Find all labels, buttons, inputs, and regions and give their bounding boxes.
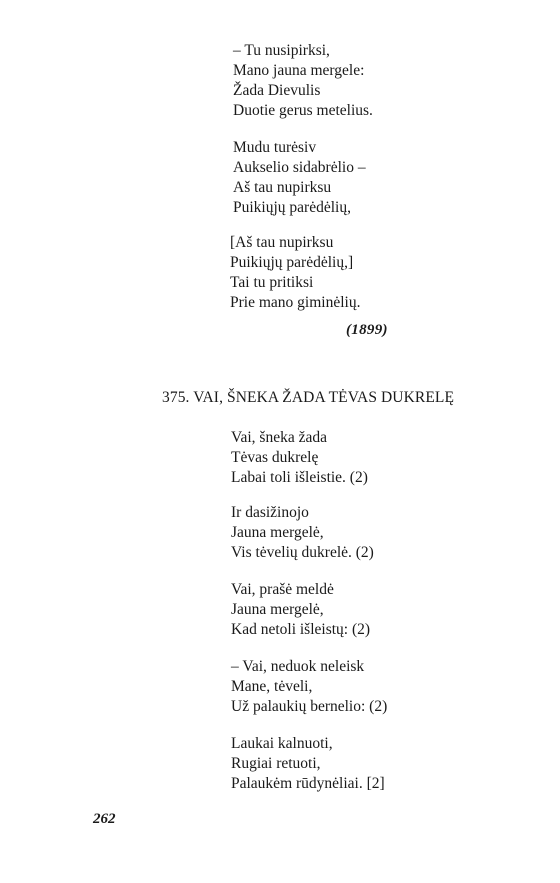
verse-line: Vai, šneka žada <box>231 429 327 446</box>
verse-line: Ir dasižinojo <box>231 504 309 521</box>
stanza <box>231 580 370 640</box>
verse-line: Aš tau nupirksu <box>233 179 332 196</box>
verse-line: Laukai kalnuoti, <box>231 735 333 752</box>
verse-line: Vis tėvelių dukrelė. (2) <box>231 544 374 561</box>
verse-line: Žada Dievulis <box>233 82 321 99</box>
verse-line: Aukselio sidabrėlio – <box>233 159 366 176</box>
verse-line: – Tu nusipirksi, <box>233 42 330 59</box>
verse-line: Tai tu pritiksi <box>230 274 314 291</box>
poem-title: 375. VAI, ŠNEKA ŽADA TĖVAS DUKRELĘ <box>162 389 455 406</box>
verse-line: Duotie gerus metelius. <box>233 102 373 119</box>
verse-line: Rugiai retuoti, <box>231 755 321 772</box>
verse-line: [Aš tau nupirksu <box>230 234 334 251</box>
verse-line: Palaukėm rūdynėliai. [2] <box>231 775 385 792</box>
verse-line: Už palaukių bernelio: (2) <box>231 698 388 715</box>
verse-line: Mane, tėveli, <box>231 678 313 695</box>
verse-line: Jauna mergelė, <box>231 601 324 618</box>
stanza <box>231 503 374 563</box>
verse-line: Mano jauna mergele: <box>233 62 365 79</box>
verse-line: Tėvas dukrelę <box>231 449 319 466</box>
verse-line: Prie mano giminėlių. <box>230 294 361 311</box>
verse-line: Puikiųjų parėdėlių,] <box>230 254 354 271</box>
stanza <box>233 138 366 218</box>
stanza <box>231 428 368 488</box>
stanza <box>233 41 373 121</box>
page-number: 262 <box>93 811 116 827</box>
verse-line: Labai toli išleistie. (2) <box>231 469 368 486</box>
verse-line: Vai, prašė meldė <box>231 581 334 598</box>
stanza <box>230 233 360 313</box>
verse-line: Kad netoli išleistų: (2) <box>231 621 371 638</box>
verse-line: Jauna mergelė, <box>231 524 324 541</box>
stanza <box>231 734 385 794</box>
verse-line: Mudu turėsiv <box>233 139 317 156</box>
poem-year: (1899) <box>346 322 388 338</box>
stanza <box>231 657 387 717</box>
verse-line: – Vai, neduok neleisk <box>231 658 365 675</box>
verse-line: Puikiųjų parėdėlių, <box>233 199 351 216</box>
